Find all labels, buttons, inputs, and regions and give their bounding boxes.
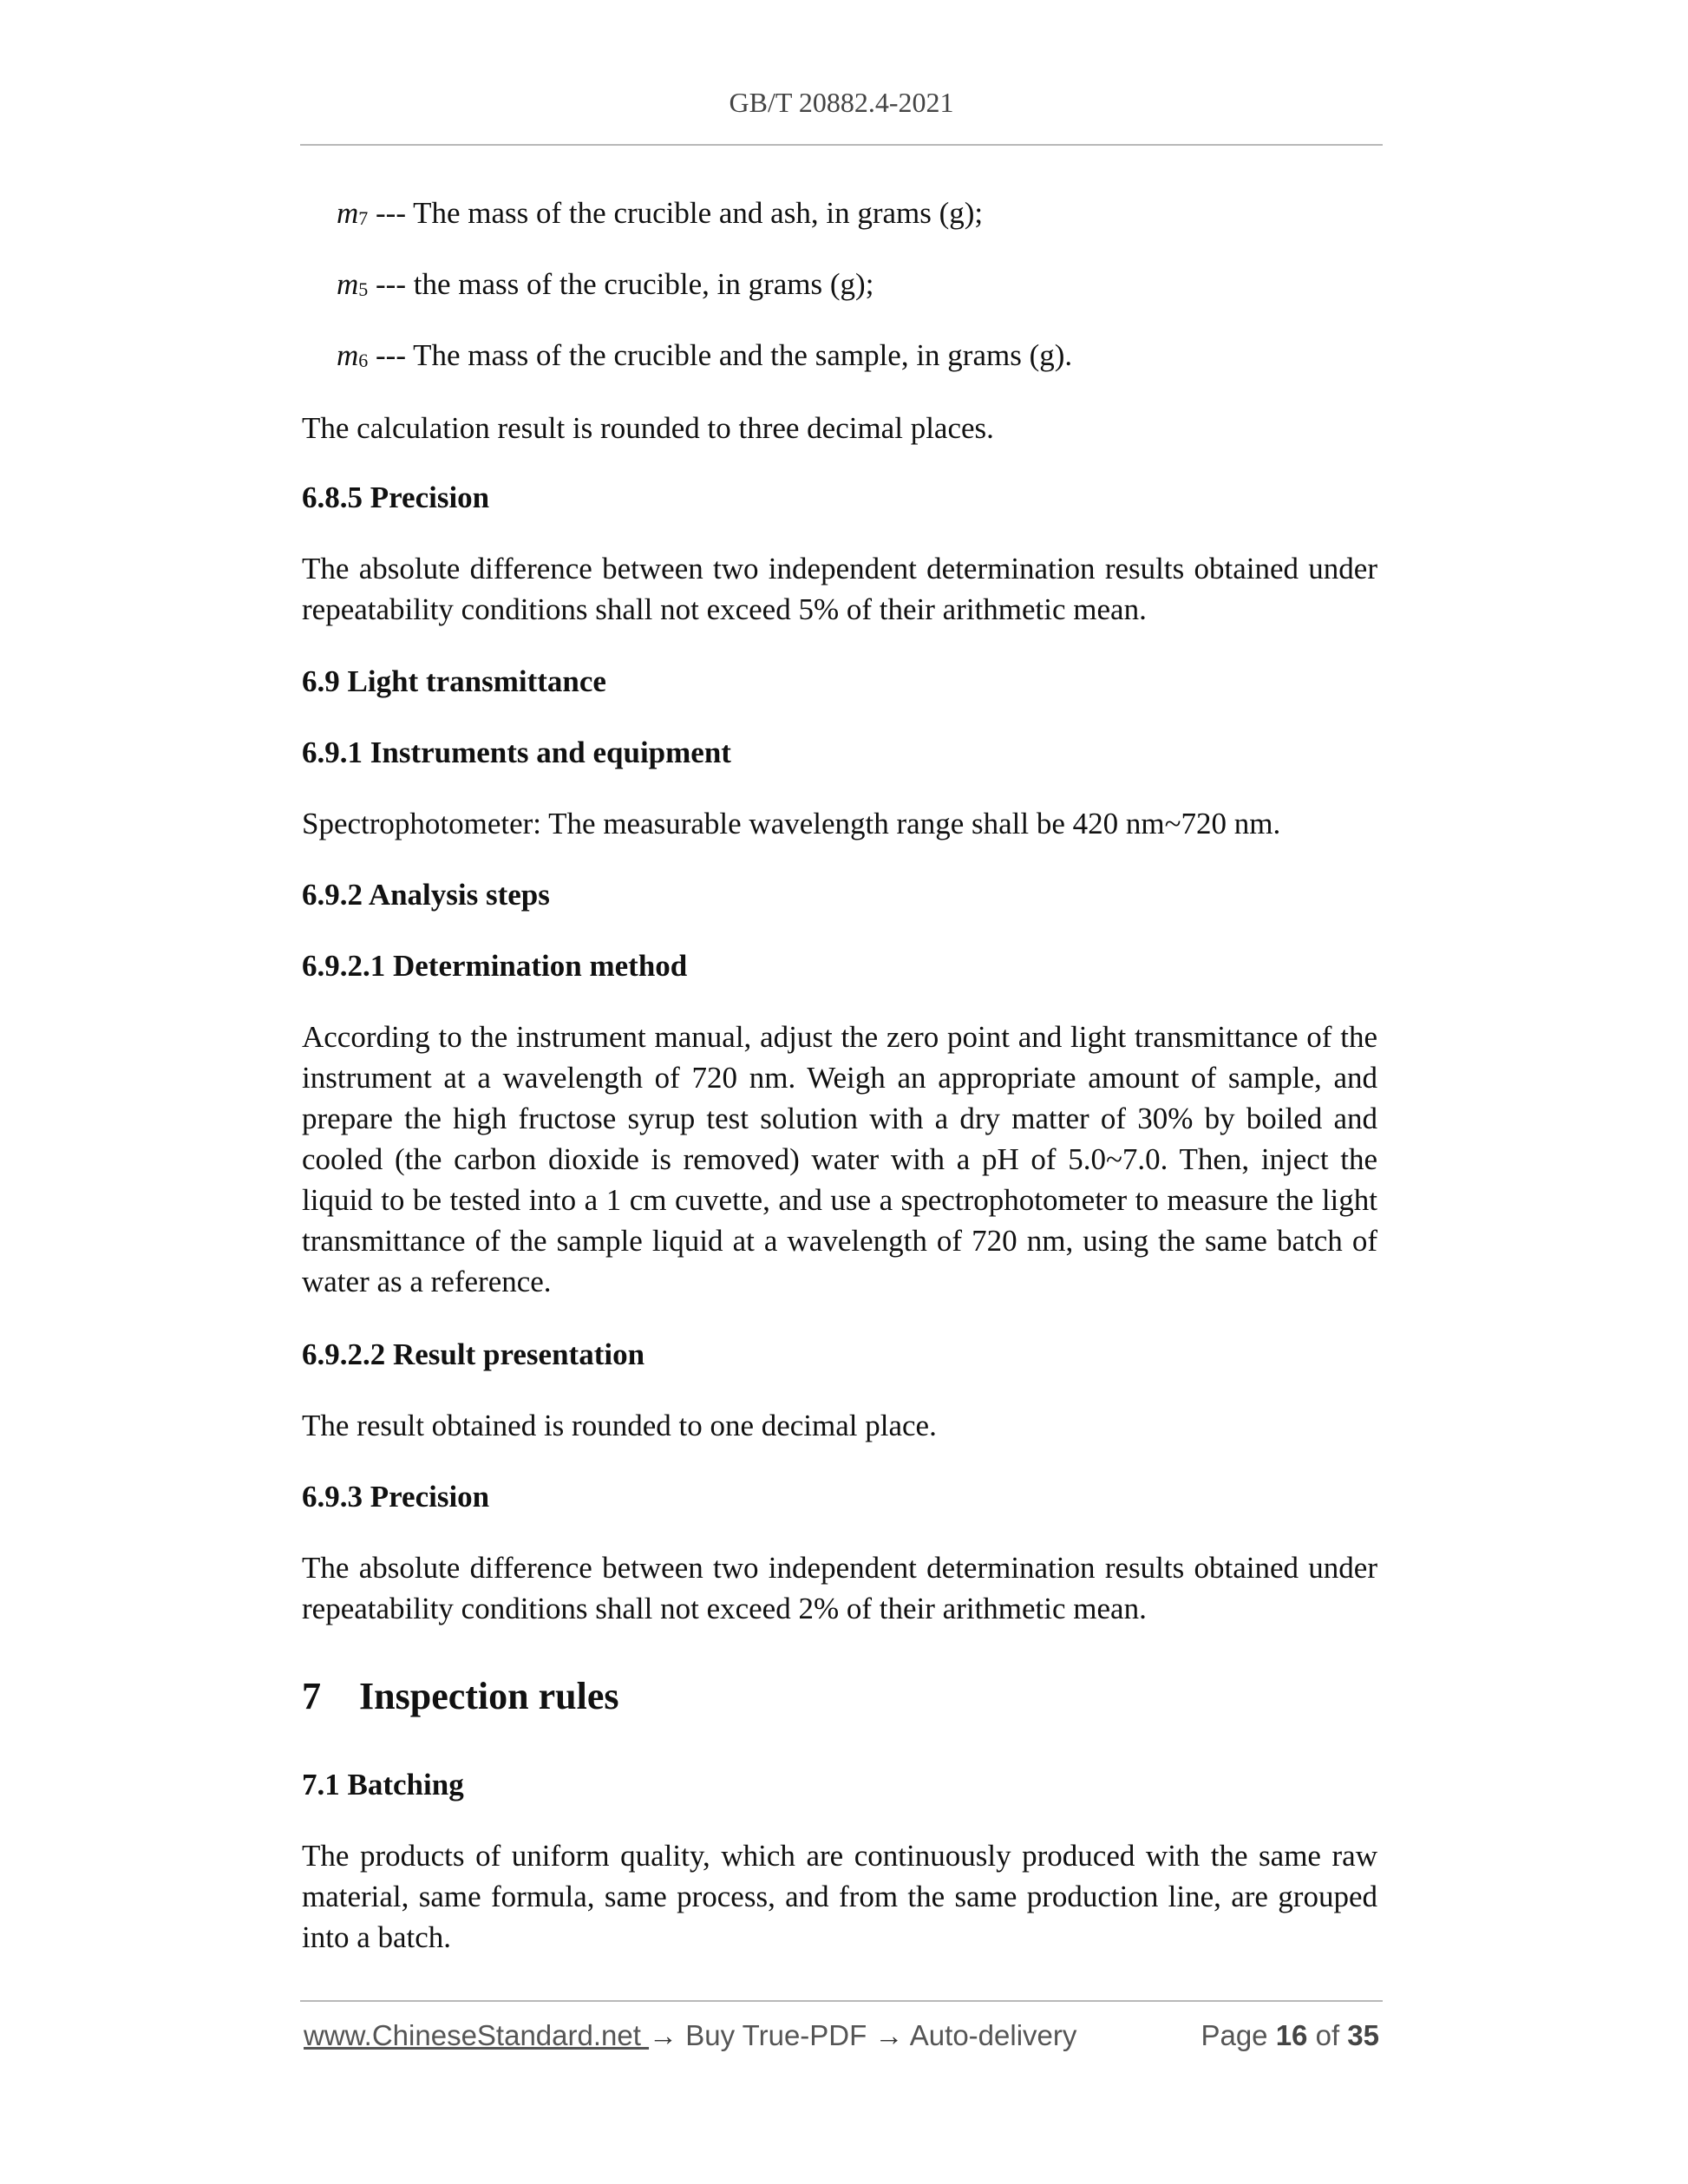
- symbol-subscript: 7: [358, 207, 369, 229]
- definition-text: --- The mass of the crucible and ash, in grams (g);: [368, 196, 984, 230]
- footer-divider: [300, 2000, 1383, 2002]
- arrow-right-icon: →: [649, 2019, 678, 2051]
- section-heading-6-8-5: 6.8.5 Precision: [302, 481, 490, 514]
- symbol-m: m: [337, 267, 359, 301]
- buy-true-pdf-text: Buy True-PDF: [677, 2019, 875, 2051]
- precision-paragraph-6-9-3: The absolute difference between two independent determination results obtained under repeatability conditions shall not exceed 2% of their arithmetic mean.: [302, 1551, 1377, 1625]
- page-footer: [304, 2019, 1379, 2057]
- definition-text: --- The mass of the crucible and the sample, in grams (g).: [368, 338, 1073, 372]
- total-page-number: 35: [1347, 2019, 1379, 2051]
- section-heading-6-9-2: 6.9.2 Analysis steps: [302, 878, 550, 912]
- definition-m5: [337, 265, 1412, 309]
- page-indicator: [1201, 2019, 1379, 2052]
- arrow-right-icon: →: [874, 2019, 904, 2051]
- chapter-number: 7: [302, 1675, 321, 1717]
- calculation-note: The calculation result is rounded to three decimal places.: [302, 411, 994, 445]
- symbol-m: m: [337, 338, 359, 372]
- current-page-number: 16: [1275, 2019, 1308, 2051]
- batching-paragraph: The products of uniform quality, which are continuously produced with the same raw material, same formula, same process, and from the same production line, are grouped into a batch.: [302, 1839, 1377, 1954]
- document-id-header: GB/T 20882.4-2021: [729, 87, 954, 118]
- definition-text: --- the mass of the crucible, in grams (g);: [368, 267, 874, 301]
- symbol-subscript: 5: [358, 278, 369, 300]
- section-heading-6-9-2-2: 6.9.2.2 Result presentation: [302, 1337, 645, 1371]
- chapter-heading-7: [302, 1672, 1377, 1721]
- precision-paragraph-6-8-5: The absolute difference between two independent determination results obtained under repeatability conditions shall not exceed 5% of their arithmetic mean.: [302, 552, 1377, 626]
- page-of-label: of: [1307, 2019, 1348, 2051]
- section-heading-7-1: 7.1 Batching: [302, 1768, 464, 1801]
- section-heading-6-9-3: 6.9.3 Precision: [302, 1480, 490, 1514]
- definition-m6: [337, 337, 1412, 380]
- chapter-title: Inspection rules: [359, 1675, 619, 1717]
- definition-m7: [337, 194, 1412, 238]
- symbol-subscript: 6: [358, 350, 369, 371]
- page-label: Page: [1201, 2019, 1276, 2051]
- footer-promo: [304, 2019, 1076, 2052]
- section-heading-6-9-1: 6.9.1 Instruments and equipment: [302, 736, 731, 769]
- header-divider: [300, 144, 1383, 146]
- website-link[interactable]: www.ChineseStandard.net: [304, 2019, 650, 2051]
- symbol-m: m: [337, 196, 359, 230]
- determination-method-paragraph: According to the instrument manual, adjust the zero point and light transmittance of the instrument at a wavelength of 720 nm. Weigh an appropriate amount of sample, and prepare the high fructose syrup test solution with a dry matter of 30% by boiled and cooled (the carbon dioxide is removed) water with a pH of 5.0~7.0. Then, inject the liquid to be tested into a 1 cm cuvette, and use a spectrophotometer to measure the light transmittance of the sample liquid at a wavelength of 720 nm, using the same batch of water as a reference.: [302, 1020, 1377, 1298]
- result-presentation-paragraph: The result obtained is rounded to one decimal place.: [302, 1409, 937, 1442]
- instruments-paragraph: Spectrophotometer: The measurable wavelength range shall be 420 nm~720 nm.: [302, 807, 1281, 840]
- auto-delivery-text: Auto-delivery: [903, 2019, 1077, 2051]
- section-heading-6-9: 6.9 Light transmittance: [302, 664, 606, 698]
- section-heading-6-9-2-1: 6.9.2.1 Determination method: [302, 949, 688, 983]
